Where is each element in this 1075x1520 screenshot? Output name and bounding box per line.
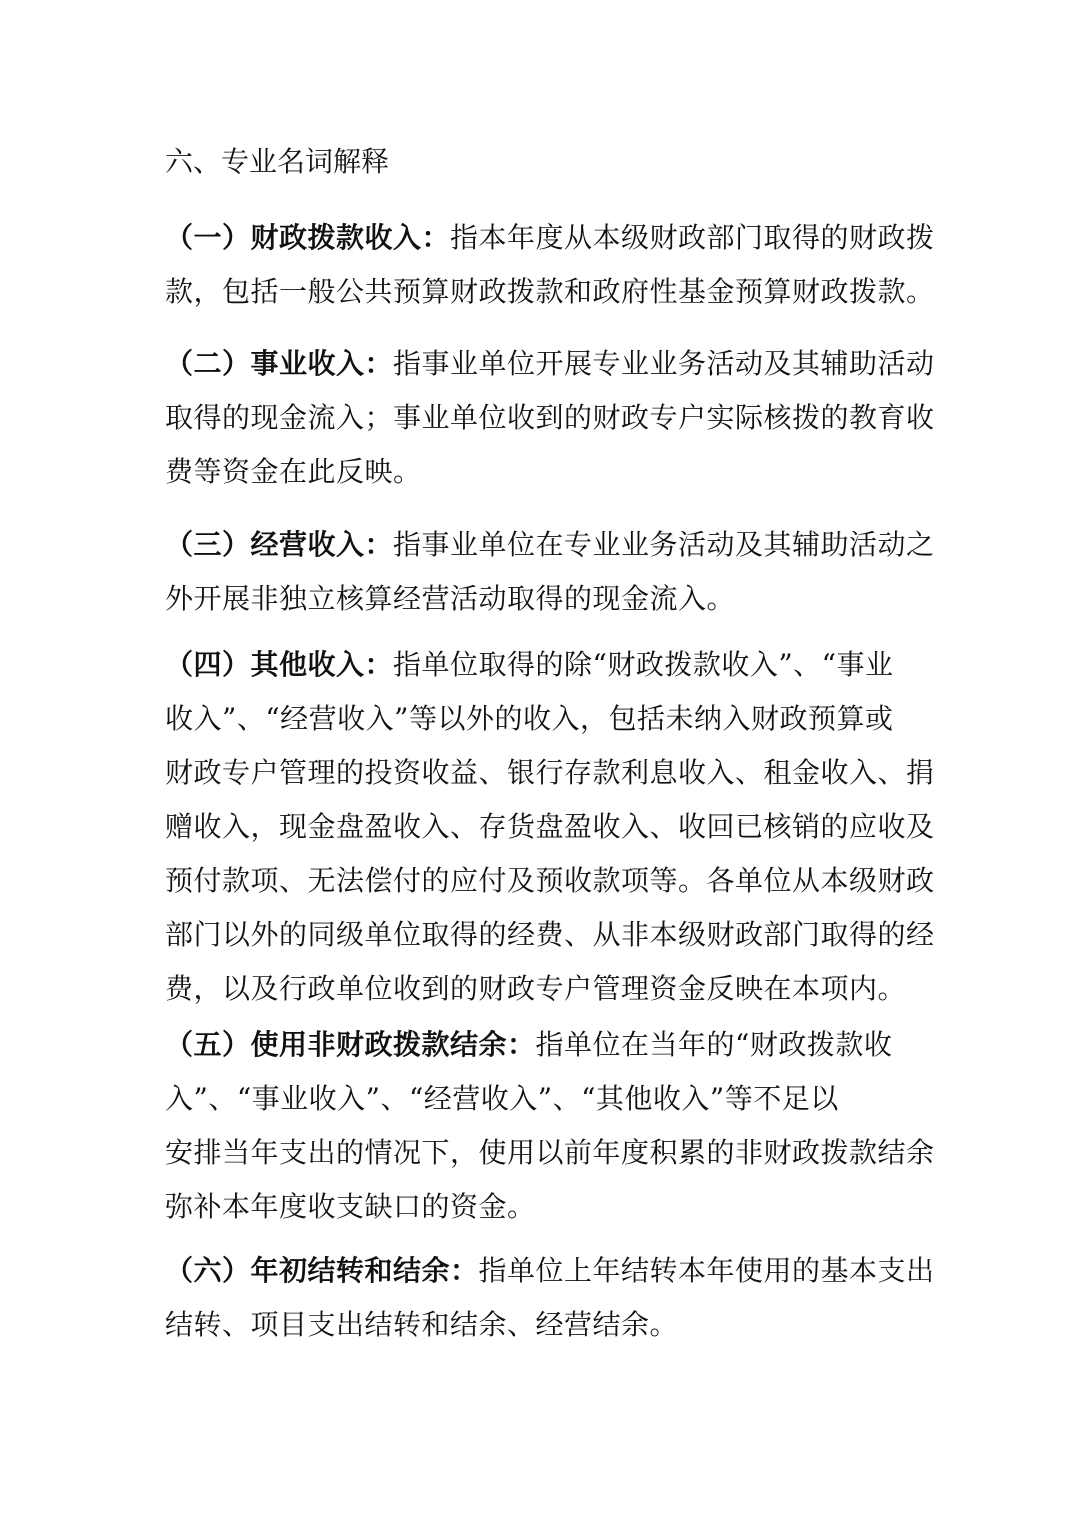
term-label: （二）事业收入： xyxy=(165,347,394,380)
paragraph-line: 安排当年支出的情况下，使用以前年度积累的非财政拨款结余 xyxy=(165,1136,935,1169)
paragraph-line: 款，包括一般公共预算财政拨款和政府性基金预算财政拨款。 xyxy=(165,275,935,308)
definition-paragraph-1 xyxy=(165,211,935,319)
term-label: （五）使用非财政拨款结余： xyxy=(165,1028,536,1061)
definition-text: 指单位在当年的“财政拨款收 xyxy=(535,1028,893,1061)
term-label: （三）经营收入： xyxy=(165,528,394,561)
definition-paragraph-4 xyxy=(165,638,935,1016)
definition-text: 指事业单位开展专业业务活动及其辅助活动 xyxy=(393,347,935,380)
term-label: （四）其他收入： xyxy=(165,648,394,681)
definition-paragraph-5 xyxy=(165,1018,935,1234)
paragraph-line xyxy=(165,1018,905,1072)
paragraph-line: 结转、项目支出结转和结余、经营结余。 xyxy=(165,1308,679,1341)
definition-text: 指事业单位在专业业务活动及其辅助活动之 xyxy=(393,528,935,561)
paragraph-line: 取得的现金流入；事业单位收到的财政专户实际核拨的教育收 xyxy=(165,401,935,434)
paragraph-line: 财政专户管理的投资收益、银行存款利息收入、租金收入、捐 xyxy=(165,756,935,789)
paragraph-line xyxy=(165,337,935,391)
paragraph-line xyxy=(165,518,935,572)
paragraph-line: 弥补本年度收支缺口的资金。 xyxy=(165,1190,536,1223)
paragraph-line xyxy=(165,211,935,265)
definition-text: 指单位上年结转本年使用的基本支出 xyxy=(478,1254,935,1287)
paragraph-line: 入”、“事业收入”、“经营收入”、“其他收入”等不足以 xyxy=(165,1082,839,1115)
definition-text: 指单位取得的除“财政拨款收入”、“事业 xyxy=(393,648,894,681)
term-label: （六）年初结转和结余： xyxy=(165,1254,479,1287)
paragraph-line: 赠收入，现金盘盈收入、存货盘盈收入、收回已核销的应收及 xyxy=(165,810,935,843)
paragraph-line: 收入”、“经营收入”等以外的收入，包括未纳入财政预算或 xyxy=(165,702,894,735)
term-label: （一）财政拨款收入： xyxy=(165,221,451,254)
paragraph-line xyxy=(165,638,905,692)
definition-text: 指本年度从本级财政部门取得的财政拨 xyxy=(450,221,935,254)
paragraph-line: 费等资金在此反映。 xyxy=(165,455,422,488)
section-title: 六、专业名词解释 xyxy=(165,145,390,178)
paragraph-line: 部门以外的同级单位取得的经费、从非本级财政部门取得的经 xyxy=(165,918,935,951)
paragraph-line: 预付款项、无法偿付的应付及预收款项等。各单位从本级财政 xyxy=(165,864,935,897)
definition-paragraph-3 xyxy=(165,518,935,626)
paragraph-line: 外开展非独立核算经营活动取得的现金流入。 xyxy=(165,582,736,615)
definition-paragraph-6 xyxy=(165,1244,935,1352)
paragraph-line: 费，以及行政单位收到的财政专户管理资金反映在本项内。 xyxy=(165,972,907,1005)
paragraph-line xyxy=(165,1244,935,1298)
definition-paragraph-2 xyxy=(165,337,935,499)
